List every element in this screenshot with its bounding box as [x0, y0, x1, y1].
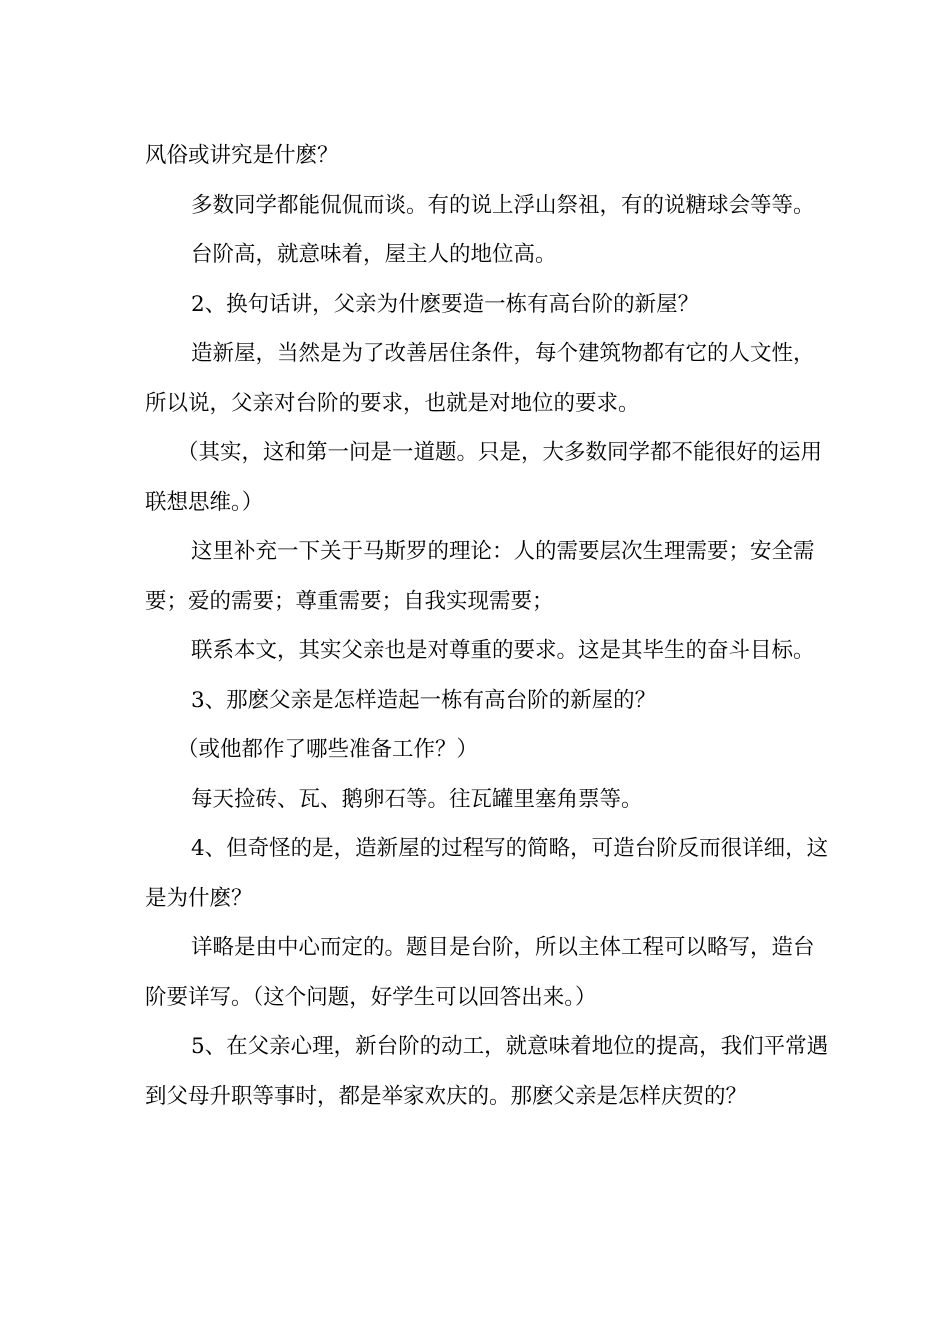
- paragraph-3: 台阶高，就意味着，屋主人的地位高。: [191, 242, 557, 267]
- paragraph-2: 多数同学都能侃侃而谈。有的说上浮山祭祖，有的说糖球会等等。: [191, 192, 815, 218]
- paragraph-7: 这里补充一下关于马斯罗的理论：人的需要层次生理需要；安全需要；爱的需要；尊重需要；自我实现需要；: [145, 539, 815, 614]
- paragraph-4: 2、换句话讲，父亲为什麽要造一栋有高台阶的新屋？: [191, 291, 700, 317]
- document-body: [145, 131, 830, 1121]
- paragraph-12: 4、但奇怪的是，造新屋的过程写的简略，可造台阶反而很详细，这是为什麽？: [145, 836, 829, 911]
- paragraph-13: 详略是由中心而定的。题目是台阶，所以主体工程可以略写，造台阶要详写。（这个问题，好学生可以回答出来。）: [145, 935, 815, 1010]
- paragraph-9: 3、那麽父亲是怎样造起一栋有高台阶的新屋的？: [191, 687, 657, 713]
- paragraph-8: 联系本文，其实父亲也是对尊重的要求。这是其毕生的奋斗目标。: [191, 638, 815, 663]
- paragraph-5: 造新屋，当然是为了改善居住条件，每个建筑物都有它的人文性，所以说，父亲对台阶的要求，也就是对地位的要求。: [145, 341, 815, 416]
- paragraph-1: 风俗或讲究是什麽？: [145, 143, 339, 168]
- paragraph-14: 5、在父亲心理，新台阶的动工，就意味着地位的提高，我们平常遇到父母升职等事时，都是举家欢庆的。那麽父亲是怎样庆贺的？: [145, 1034, 829, 1109]
- paragraph-10: （或他都作了哪些准备工作？）: [177, 737, 479, 762]
- paragraph-11: 每天捡砖、瓦、鹅卵石等。往瓦罐里塞角票等。: [191, 786, 643, 812]
- paragraph-6: （其实，这和第一问是一道题。只是，大多数同学都不能很好的运用联想思维。）: [145, 440, 823, 515]
